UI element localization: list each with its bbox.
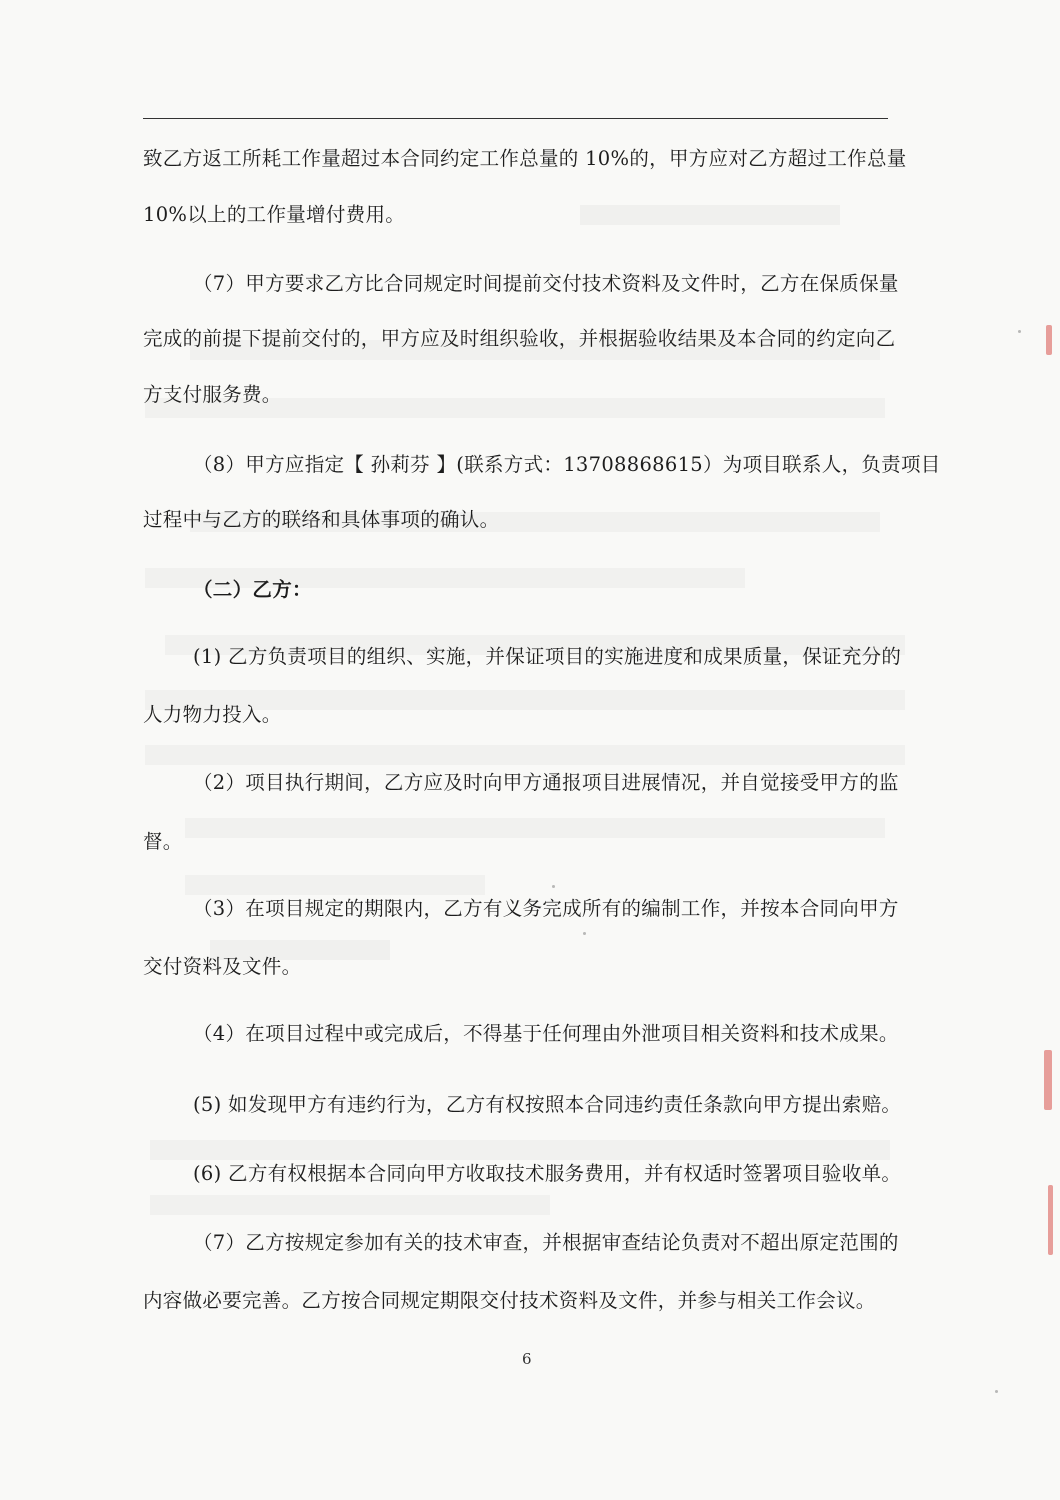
page-number: 6 xyxy=(522,1350,532,1368)
text-line: 致乙方返工所耗工作量超过本合同约定工作总量的 10%的，甲方应对乙方超过工作总量 xyxy=(143,147,907,170)
text-line: （7）甲方要求乙方比合同规定时间提前交付技术资料及文件时，乙方在保质保量 xyxy=(193,272,899,295)
text-line: （7）乙方按规定参加有关的技术审查，并根据审查结论负责对不超出原定范围的 xyxy=(193,1231,899,1254)
text-line: 人力物力投入。 xyxy=(143,703,282,726)
speck-mark xyxy=(583,932,586,935)
text-line: （8）甲方应指定【 孙莉芬 】(联系方式：13708868615）为项目联系人，负责项目 xyxy=(193,453,941,476)
text-line: (5) 如发现甲方有违约行为，乙方有权按照本合同违约责任条款向甲方提出索赔。 xyxy=(193,1093,902,1116)
text-line: (6) 乙方有权根据本合同向甲方收取技术服务费用，并有权适时签署项目验收单。 xyxy=(193,1162,902,1185)
text-line: 交付资料及文件。 xyxy=(143,955,302,978)
speck-mark xyxy=(995,1390,998,1393)
text-line: 督。 xyxy=(143,830,183,853)
speck-mark xyxy=(1018,330,1021,333)
speck-mark xyxy=(552,885,555,888)
text-line: （4）在项目过程中或完成后，不得基于任何理由外泄项目相关资料和技术成果。 xyxy=(193,1022,899,1045)
text-line: 过程中与乙方的联络和具体事项的确认。 xyxy=(143,508,500,531)
text-line: （3）在项目规定的期限内，乙方有义务完成所有的编制工作，并按本合同向甲方 xyxy=(193,897,899,920)
text-line: 完成的前提下提前交付的，甲方应及时组织验收，并根据验收结果及本合同的约定向乙 xyxy=(143,327,896,350)
text-line: （2）项目执行期间，乙方应及时向甲方通报项目进展情况，并自觉接受甲方的监 xyxy=(193,771,899,794)
text-line: 10%以上的工作量增付费用。 xyxy=(143,203,406,226)
text-line: 内容做必要完善。乙方按合同规定期限交付技术资料及文件，并参与相关工作会议。 xyxy=(143,1289,876,1312)
header-rule xyxy=(143,118,888,119)
text-line: 方支付服务费。 xyxy=(143,383,282,406)
text-line: (1) 乙方负责项目的组织、实施，并保证项目的实施进度和成果质量，保证充分的 xyxy=(193,645,902,668)
section-heading: （二）乙方： xyxy=(193,578,312,601)
